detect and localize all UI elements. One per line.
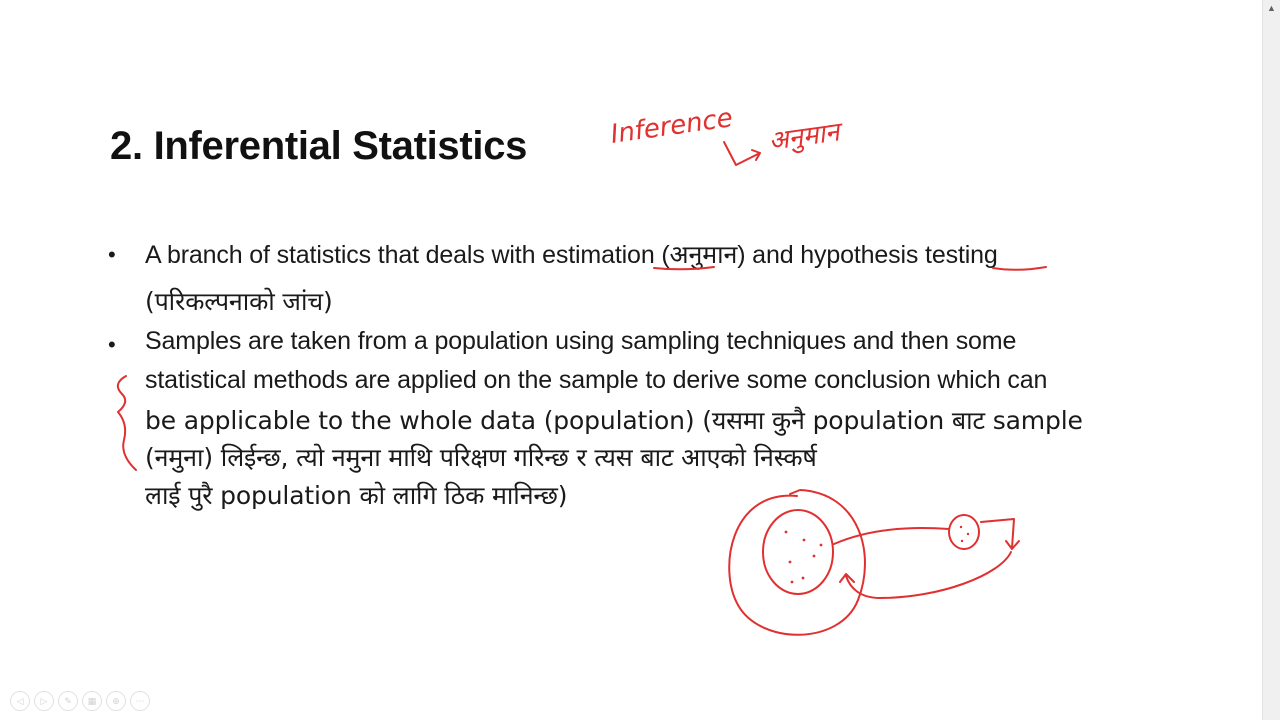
vertical-scrollbar[interactable] [1262, 0, 1280, 720]
bullet-marker: • [108, 242, 116, 267]
inference-return-arrow [840, 552, 1011, 598]
pen-icon[interactable]: ✎ [58, 691, 78, 711]
previous-slide-icon[interactable]: ◁ [10, 691, 30, 711]
population-outer-circle [729, 490, 865, 635]
population-inner-circle [763, 510, 833, 594]
slideshow-toolbar [10, 691, 150, 713]
handwritten-inference-label: Inference [608, 103, 735, 150]
handwritten-anuman-label: अनुमान [766, 117, 842, 157]
bullet-2-line-4: (नमुना) लिईन्छ, त्यो नमुना माथि परिक्षण गरिन्छ र त्यस बाट आएको निस्कर्ष [145, 443, 817, 472]
zoom-icon[interactable]: ⊕ [106, 691, 126, 711]
scroll-up-arrow-icon[interactable]: ▲ [1263, 0, 1280, 17]
bullet-1-line-2: (परिकल्पनाको जांच) [145, 287, 333, 316]
sampling-connector-line [834, 528, 949, 544]
sample-down-arrow [981, 519, 1019, 549]
sample-circle [949, 515, 979, 549]
next-slide-icon[interactable]: ▷ [34, 691, 54, 711]
handwritten-hook-arrow [724, 142, 760, 165]
bullet-2-line-3: be applicable to the whole data (population) (यसमा कुनै population बाट sample [145, 406, 1083, 435]
bullet-2-line-1: Samples are taken from a population using sampling techniques and then some [145, 327, 1017, 355]
bullet-2-line-2: statistical methods are applied on the sample to derive some conclusion which can [145, 366, 1048, 394]
more-options-icon[interactable]: ⋯ [130, 691, 150, 711]
bullet-marker: • [108, 332, 116, 357]
underline-hypothesis [993, 267, 1046, 270]
bullet-2-line-5: लाई पुरै population को लागि ठिक मानिन्छ) [145, 481, 568, 510]
handwritten-brace [118, 376, 136, 470]
slides-grid-icon[interactable]: ▦ [82, 691, 102, 711]
slide-title: 2. Inferential Statistics [110, 124, 528, 168]
bullet-1-line-1: A branch of statistics that deals with estimation (अनुमान) and hypothesis testing [145, 241, 998, 269]
